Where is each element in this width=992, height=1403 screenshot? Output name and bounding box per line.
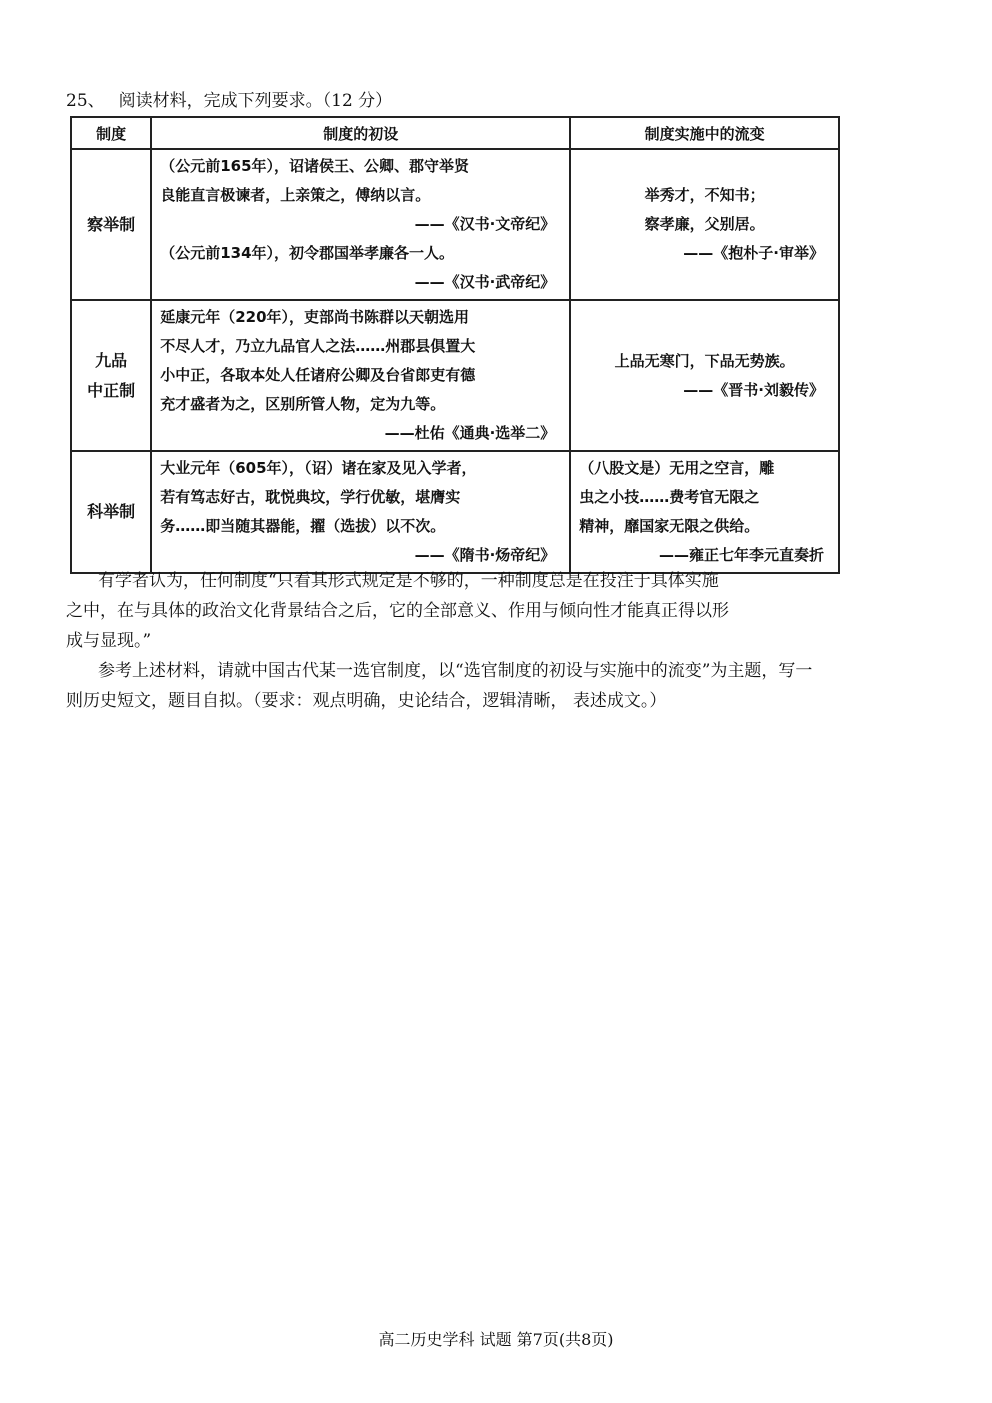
- table-row: [71, 149, 839, 300]
- paragraph-line: 成与显现。”: [66, 631, 152, 651]
- page-footer: 高二历史学科 试题 第7页(共8页): [378, 1330, 614, 1349]
- system-name: [71, 300, 151, 451]
- text-line: 延康元年（220年），吏部尚书陈群以天朝选用: [160, 308, 470, 326]
- change-text: [571, 345, 838, 407]
- paragraph-line: 之中，在与具体的政治文化背景结合之后，它的全部意义、作用与倾向性才能真正得以形: [66, 601, 729, 621]
- task-paragraph: [66, 656, 936, 716]
- material-table: [70, 116, 840, 574]
- system-name: [71, 451, 151, 573]
- source-citation: ——雍正七年李元直奏折: [658, 546, 824, 564]
- text-line: 虫之小技……费考官无限之: [579, 488, 760, 506]
- system-name-line: 中正制: [87, 380, 136, 400]
- text-line: 若有笃志好古，耽悦典坟，学行优敏，堪膺实: [160, 488, 461, 506]
- question-heading: [66, 86, 392, 111]
- text-line: 不尽人才，乃立九品官人之法……州郡县俱置大: [160, 337, 476, 355]
- table-row: [71, 300, 839, 451]
- system-name-line: 九品: [95, 350, 128, 370]
- question-prompt: 阅读材料，完成下列要求。（12 分）: [118, 91, 393, 111]
- text-line: 充才盛者为之，区别所管人物，定为九等。: [160, 395, 446, 413]
- text-line: （公元前134年），初令郡国举孝廉各一人。: [160, 244, 455, 262]
- initial-text: [152, 301, 569, 450]
- change-text: [571, 179, 838, 270]
- text-line: 良能直言极谏者，上亲策之，傅纳以言。: [160, 186, 431, 204]
- source-citation: ——《晋书·刘毅传》: [683, 380, 824, 399]
- change-text: [571, 452, 838, 572]
- text-line: 举秀才，不知书；: [644, 186, 765, 204]
- text-line: 精神，靡国家无限之供给。: [579, 517, 760, 535]
- paragraph-line: 有学者认为，任何制度“只看其形式规定是不够的，一种制度总是在投注于具体实施: [98, 571, 719, 591]
- text-line: 察孝廉，父别居。: [644, 215, 765, 233]
- header-initial: 制度的初设: [151, 117, 570, 149]
- text-line: 小中正，各取本处人任诸府公卿及台省郎吏有德: [160, 366, 476, 384]
- question-number: 25、: [66, 91, 105, 111]
- header-change: 制度实施中的流变: [570, 117, 839, 149]
- initial-text: [152, 150, 569, 299]
- table-row: [71, 451, 839, 573]
- system-name-line: 察举制: [87, 214, 136, 234]
- table-header-row: [71, 117, 839, 149]
- system-name: [71, 149, 151, 300]
- paragraph-line: 则历史短文，题目自拟。（要求：观点明确，史论结合，逻辑清晰， 表述成文。）: [66, 691, 667, 711]
- system-name-line: 科举制: [87, 502, 136, 521]
- source-citation: ——杜佑《通典·选举二》: [384, 424, 556, 442]
- header-system: 制度: [71, 117, 151, 149]
- source-citation: ——《抱朴子·审举》: [683, 244, 824, 262]
- paragraph-line: 参考上述材料，请就中国古代某一选官制度，以“选官制度的初设与实施中的流变”为主题，写一: [98, 661, 813, 681]
- text-line: （公元前165年），诏诸侯王、公卿、郡守举贤: [160, 157, 470, 175]
- text-line: （八股文是）无用之空言，雕: [579, 459, 775, 477]
- text-line: 大业元年（605年），（诏）诸在家及见入学者，: [160, 459, 477, 477]
- text-line: 务……即当随其器能，擢（选拔）以不次。: [160, 517, 446, 535]
- scholar-quote-paragraph: [66, 566, 936, 656]
- source-citation: ——《隋书·炀帝纪》: [414, 546, 556, 564]
- source-citation: ——《汉书·文帝纪》: [414, 215, 556, 233]
- source-citation: ——《汉书·武帝纪》: [414, 273, 556, 291]
- text-line: 上品无寒门，下品无势族。: [614, 351, 795, 370]
- initial-text: [152, 452, 569, 572]
